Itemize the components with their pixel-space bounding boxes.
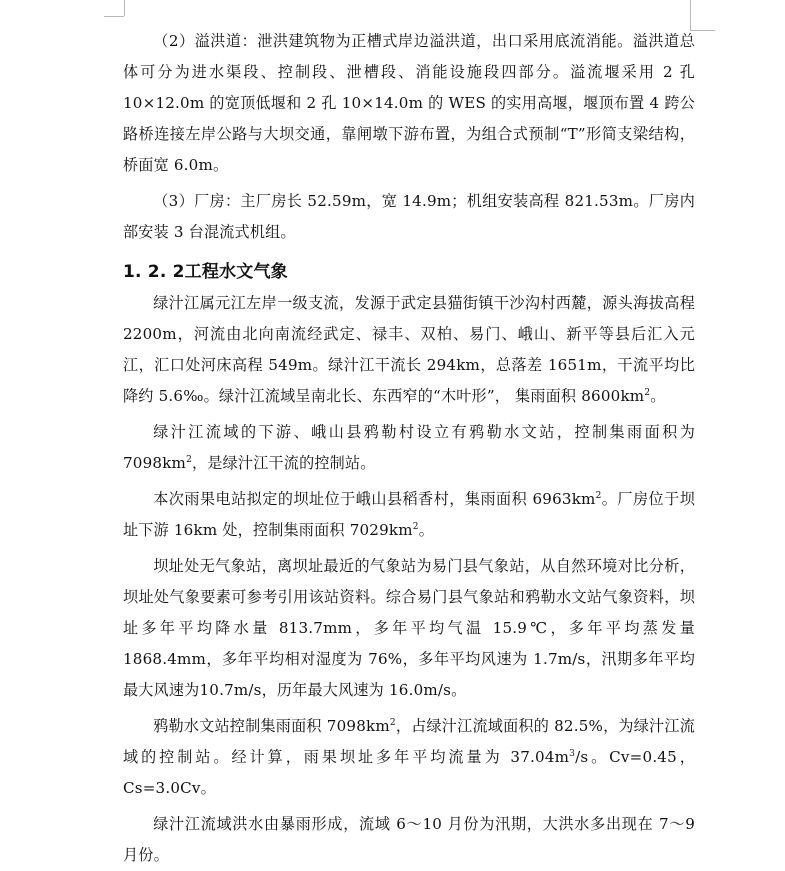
paragraph-flow xyxy=(123,711,695,804)
crop-mark-top-left-horizontal xyxy=(104,16,124,17)
superscript: 2 xyxy=(412,521,419,532)
paragraph-powerhouse-text: （3）厂房：主厂房长 52.59m，宽 14.9m；机组安装高程 821.53m。厂房内部安装 3 台混流式机组。 xyxy=(123,192,695,241)
paragraph-hydro-station-text: 绿汁江流域的下游、峨山县鸦勒村设立有鸦勒水文站，控制集雨面积为7098km xyxy=(123,423,695,472)
paragraph-flood-text: 绿汁江流域洪水由暴雨形成，流域 6～10 月份为汛期，大洪水多出现在 7～9 月份。 xyxy=(123,815,695,864)
punctuation: 。 xyxy=(418,521,434,539)
paragraph-climate-text: 坝址处无气象站，离坝址最近的气象站为易门县气象站，从自然环境对比分析，坝址处气象要素可参考引用该站资料。综合易门县气象站和鸦勒水文站气象资料，坝址多年平均降水量 813.7mm，多年平均气温 15.9℃，多年平均蒸发量 1868.4mm，多年平均相对湿度为 76%，多年平均风速为 1.7m/s，汛期多年平均最大风速为10.7m/s，历年最大风速为 16.0m/s。 xyxy=(123,557,695,699)
superscript: 2 xyxy=(186,454,193,465)
section-heading: 1. 2. 2工程水文气象 xyxy=(123,262,288,282)
paragraph-powerhouse xyxy=(123,186,695,248)
paragraph-climate xyxy=(123,551,695,706)
paragraph-dam-site xyxy=(123,484,695,546)
paragraph-hydro-station-end: ，是绿汁江干流的控制站。 xyxy=(192,454,376,472)
paragraph-spillway-text: （2）溢洪道：泄洪建筑物为正槽式岸边溢洪道，出口采用底流消能。溢洪道总体可分为进水渠段、控制段、泄槽段、消能设施段四部分。溢流堰采用 2 孔10×12.0m 的宽顶低堰和 2 孔 10×14.0m 的 WES 的实用高堰，堰顶布置 4 跨公路桥连接左岸公路与大坝交通，靠闸墩下游布置，为组合式预制“T”形简支梁结构，桥面宽 6.0m。 xyxy=(123,32,695,174)
paragraph-river-overview-text: 绿汁江属元江左岸一级支流，发源于武定县猫街镇干沙沟村西麓，源头海拔高程 2200m，河流由北向南流经武定、禄丰、双柏、易门、峨山、新平等县后汇入元江，汇口处河床高程 549m。绿汁江干流长 294km，总落差 1651m，干流平均比降约 5.6‰。绿汁江流域呈南北长、东西窄的“木叶形”， 集雨面积 8600km xyxy=(123,294,695,405)
paragraph-flow-text: 鸦勒水文站控制集雨面积 7098km xyxy=(153,717,390,735)
paragraph-flow-mid: ，占绿汁江流域面积的 82.5%，为绿汁江流域的控制站。经计算，雨果坝址多年平均流量为 37.04m xyxy=(123,717,695,766)
superscript: 2 xyxy=(389,717,396,728)
crop-mark-top-left-vertical xyxy=(124,0,125,16)
paragraph-dam-site-mid: 。厂房位于坝址下游 16km 处，控制集雨面积 7029km xyxy=(123,490,696,539)
superscript: 3 xyxy=(569,748,576,759)
punctuation: 。 xyxy=(650,387,666,405)
paragraph-hydro-station xyxy=(123,417,695,479)
paragraph-dam-site-text: 本次雨果电站拟定的坝址位于峨山县稻香村，集雨面积 6963km xyxy=(153,490,596,508)
paragraph-river-overview xyxy=(123,288,695,412)
document-page xyxy=(123,26,695,871)
paragraph-spillway xyxy=(123,26,695,181)
superscript: 2 xyxy=(644,387,651,398)
paragraph-flood xyxy=(123,809,695,871)
superscript: 2 xyxy=(595,490,602,501)
paragraph-flow-end: /s。Cv=0.45，Cs=3.0Cv。 xyxy=(123,748,695,797)
